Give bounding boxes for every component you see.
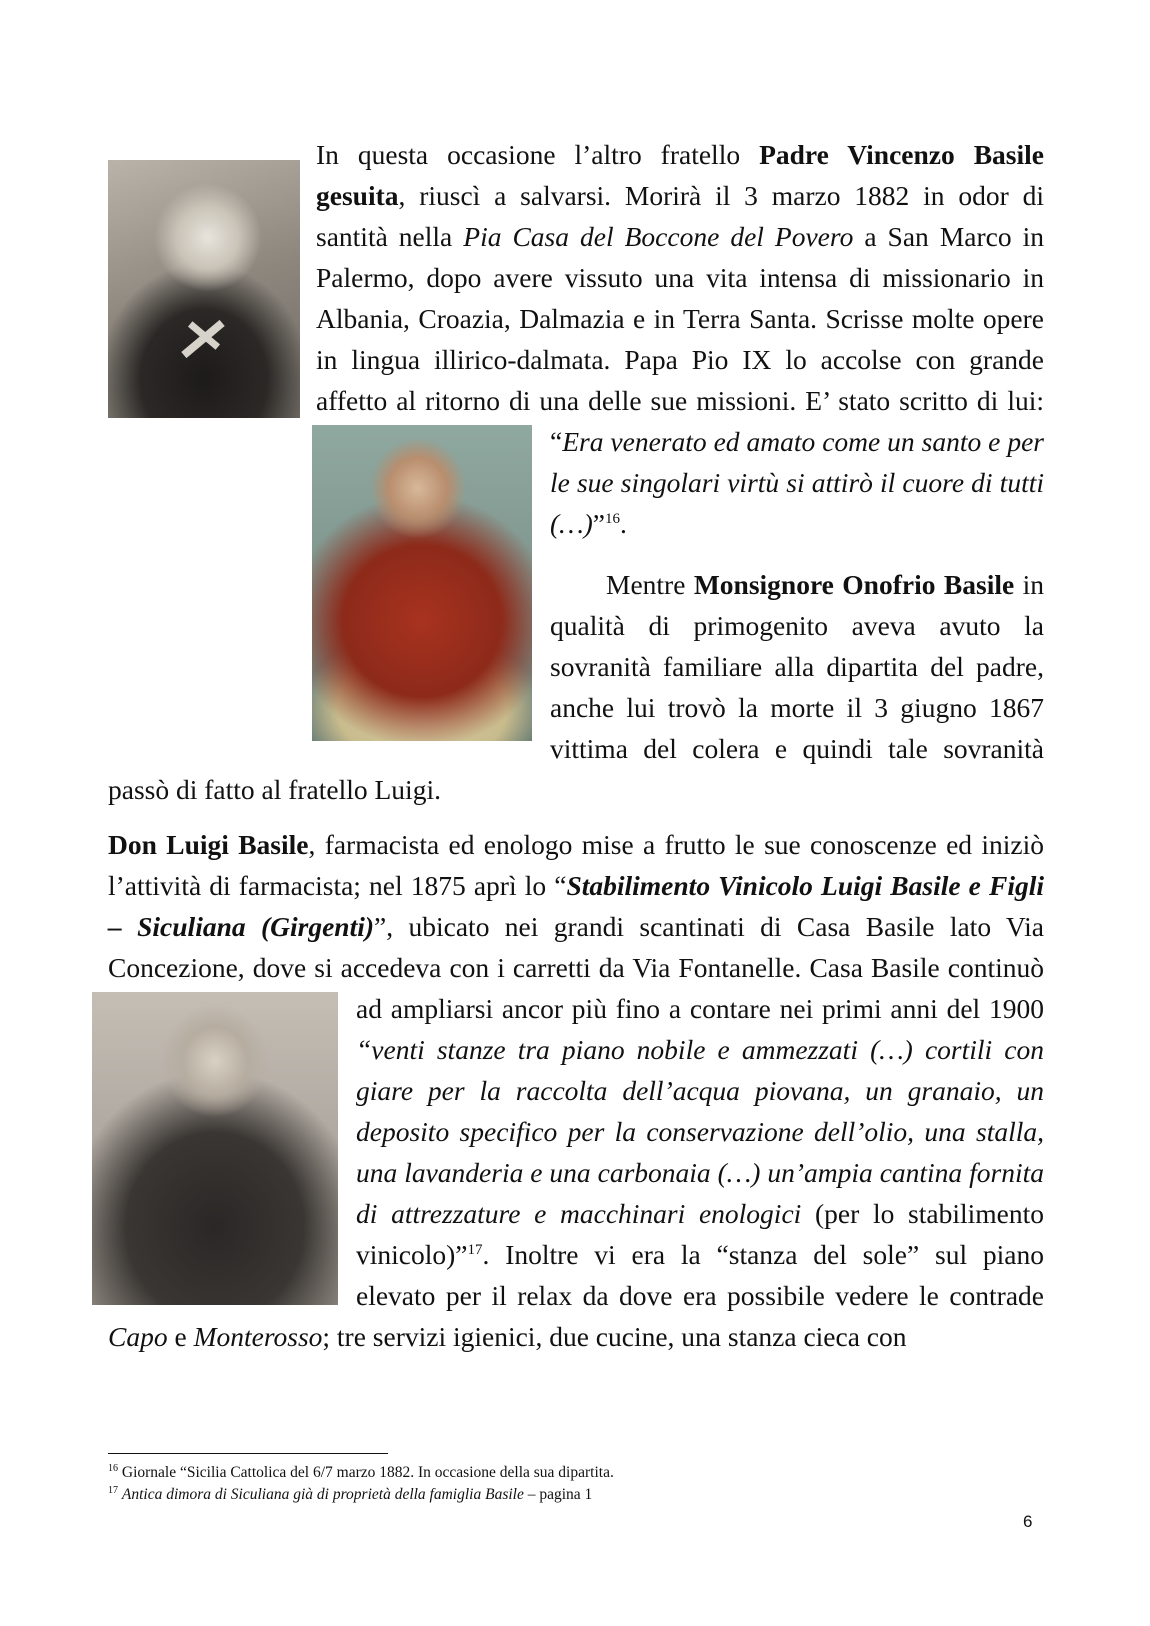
footnote-number: 17: [108, 1484, 118, 1496]
text-run: (per lo stabilimento vinicolo)”: [356, 1198, 1044, 1270]
paragraph-onofrio: [108, 564, 1044, 810]
italic-quote: Era venerato ed amato come un santo e per le sue singolari virtù si attirò il cuore di tutti (…): [550, 426, 1044, 539]
paragraph-vincenzo: [108, 134, 1044, 544]
portrait-padre-vincenzo-photo: [108, 160, 300, 418]
body-text: [108, 134, 1044, 1357]
text-run: e: [167, 1321, 194, 1352]
text-run: a San Marco in Palermo, dopo avere vissuto una vita intensa di missionario in Albania, Croazia, Dalmazia e in Terra Santa. Scrisse molte opere in lingua illirico-dalmata. Papa Pio IX lo accolse con grande affetto al ritorno di una delle sue missioni. E’ stato scritto di lui: “: [316, 221, 1045, 457]
text-run: in qualità di primogenito aveva avuto la sovranità familiare alla dipartita del padre, anche lui trovò la morte il 3 giugno 1867 vittima del colera e quindi tale sovranità passò di fatto al fratello Luigi.: [108, 569, 1044, 805]
footnotes: [108, 1462, 1008, 1506]
portrait-don-luigi-photo: [92, 992, 338, 1305]
italic-place-capo: Capo: [108, 1321, 168, 1352]
text-run: , farmacista ed enologo mise a frutto le sue conoscenze ed iniziò l’attività di farmacista; nel 1875 aprì lo “: [108, 829, 1045, 901]
paragraph-gap: [108, 810, 1044, 824]
bold-name-luigi: Don Luigi Basile: [108, 829, 309, 860]
footnote-17: [108, 1484, 1008, 1506]
footnote-ref-16[interactable]: 16: [605, 510, 620, 527]
text-run: In questa occasione l’altro fratello: [316, 139, 760, 170]
paragraph-gap: [108, 544, 1044, 564]
footnote-number: 16: [108, 1462, 118, 1474]
italic-place-name: Pia Casa del Boccone del Povero: [463, 221, 854, 252]
text-run: .: [620, 508, 627, 539]
footnote-italic-title: Antica dimora di Siculiana già di proprietà della famiglia Basile: [121, 1486, 524, 1503]
footnote-text: – pagina 1: [523, 1486, 593, 1503]
text-run: . Inoltre vi era la “stanza del sole” sul piano elevato per il relax da dove era possibile vedere le contrade: [356, 1239, 1044, 1311]
footnote-text: Giornale “Sicilia Cattolica del 6/7 marzo 1882. In occasione della sua dipartita.: [121, 1464, 614, 1481]
portrait-monsignore-onofrio-photo: [312, 425, 532, 741]
text-run: Mentre: [606, 569, 694, 600]
italic-quote: “venti stanze tra piano nobile e ammezzati (…) cortili con giare per la raccolta dell’acqua piovana, un granaio, un deposito specifico per la conservazione dell’olio, una stalla, una lavanderia e una carbonaia (…) un’ampia cantina fornita di attrezzature e macchinari enologici: [356, 1034, 1044, 1229]
text-run: ”: [592, 508, 605, 539]
bold-name-vincenzo: Padre Vincenzo Basile gesuita: [316, 139, 1044, 211]
bold-italic-company-name: Stabilimento Vinicolo Luigi Basile e Figli – Siculiana (Girgenti): [108, 870, 1044, 942]
text-run: , riuscì a salvarsi. Morirà il 3 marzo 1882 in odor di santità nella: [316, 180, 1044, 252]
footnote-16: [108, 1462, 1008, 1484]
bold-name-onofrio: Monsignore Onofrio Basile: [693, 569, 1015, 600]
text-run: ”, ubicato nei grandi scantinati di Casa Basile lato Via Concezione, dove si accedeva con i carretti da Via Fontanelle. Casa Basile continuò ad ampliarsi ancor più fino a contare nei primi anni del 1900: [108, 911, 1044, 1024]
text-run: ; tre servizi igienici, due cucine, una stanza cieca con: [322, 1321, 907, 1352]
footnote-ref-17[interactable]: 17: [467, 1241, 483, 1258]
footnote-separator: [108, 1453, 388, 1454]
page-number: 6: [1023, 1512, 1033, 1531]
paragraph-luigi: [108, 824, 1044, 1357]
italic-place-monterosso: Monterosso: [193, 1321, 323, 1352]
